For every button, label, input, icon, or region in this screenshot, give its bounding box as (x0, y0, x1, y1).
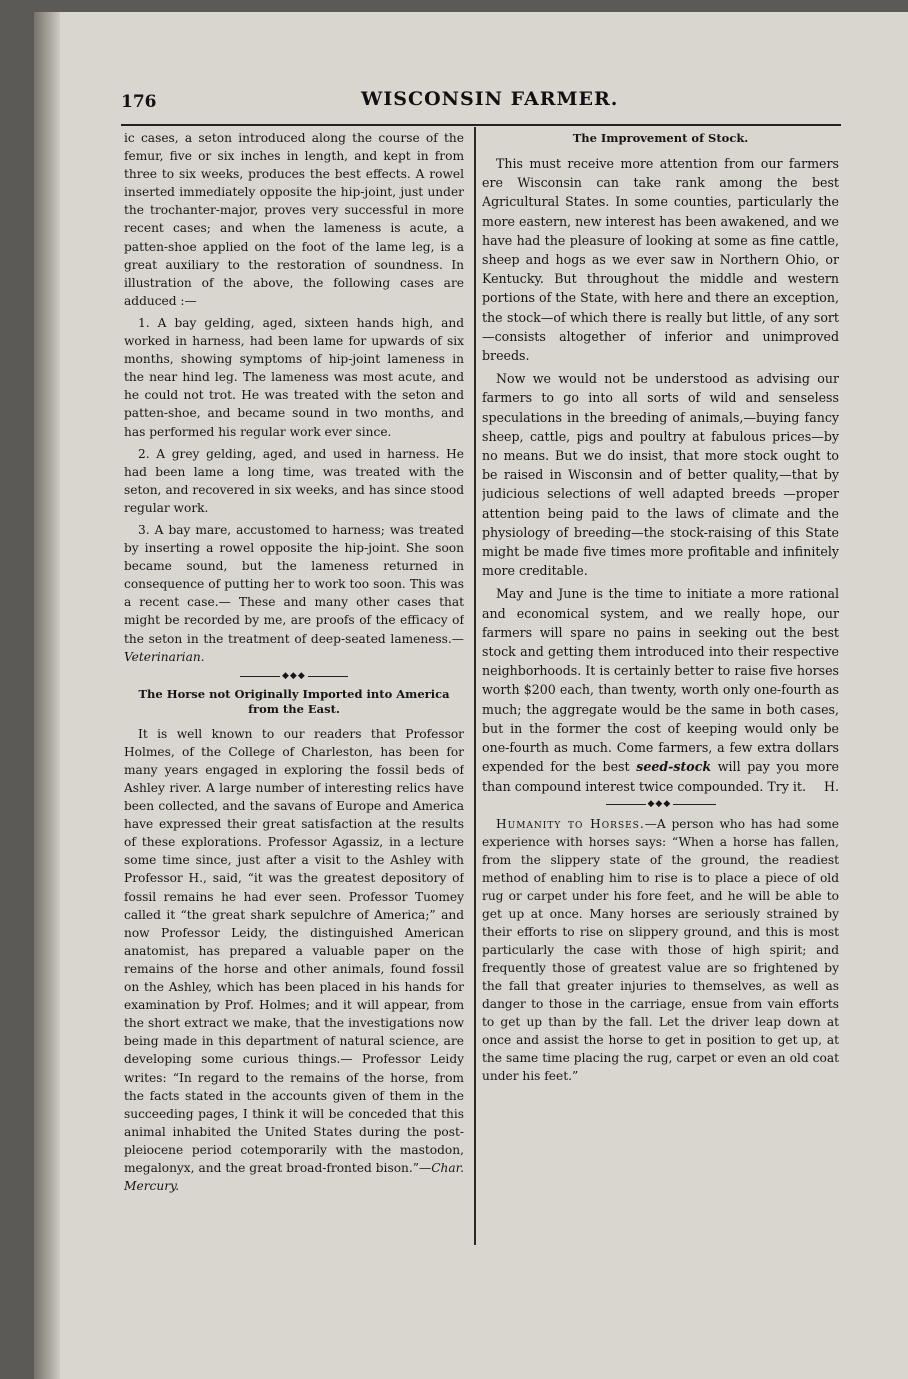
article-source: Char. Mercury. (124, 1160, 464, 1194)
header-rule (121, 124, 841, 126)
stock-paragraph-3-text: May and June is the time to initiate a more rational and economical system, and we really hope, our farmers will spare no pains in seeking out the best stock and getting them introduced into their respective neighborhoods. It is certainly better to raise five horses worth $200 each, than twenty, worth only one-fourth as much; the aggregate would be the same in both cases, but in the former the cost of keeping would only be one-fourth as much. Come farmers, a few extra dollars expended for the best (482, 586, 839, 775)
stock-paragraph-3-end: will pay you more than compound interest twice compounded. Try it. (482, 759, 839, 794)
page-number: 176 (121, 92, 157, 112)
section-separator (240, 672, 348, 681)
continued-text: ic cases, a seton introduced along the course of the femur, five or six inches in length, and kept in from three to six weeks, produces the best effects. A rowel inserted immediately opposite the hip-joint, just under the trochanter-major, proves very successful in more recent cases; and when the lameness is acute, a patten-shoe applied on the foot of the lame leg, is a great auxiliary to the restoration of soundness. In illustration of the above, the following cases are adduced :— (124, 131, 464, 308)
humanity-body: —A person who has had some experience with horses says: “When a horse has fallen, from the slippery state of the ground, the readiest method of enabling him to rise is to place a piece of old rug or carpet under his fore feet, and he will be able to get up at once. Many horses are seriously strained by their efforts to rise on slippery ground, and this is most particularly the case with those of high spirit; and frequently those of greatest value are so frightened by the fall that greater injuries to themselves, as well as danger to those in the carriage, ensue from vain efforts to get up than by the fall. Let the driver leap down at once and assist the horse to get in position to get up, at the same time placing the rug, carpet or even an old coat under his feet.” (482, 816, 839, 1083)
binding-gutter (34, 12, 60, 1379)
signature: H. (824, 778, 839, 794)
case-2: 2. A grey gelding, aged, and used in harness. He had been lame a long time, was treated with the seton, and recovered in six weeks, and has since stood regular work. (124, 446, 464, 515)
article-body (124, 725, 464, 1195)
case-3-text: 3. A bay mare, accustomed to harness; was treated by inserting a rowel opposite the hip-joint. She soon became sound, but the lameness returned in consequence of putting her to work too soon. This was a recent case.— These and many other cases that might be recorded by me, are proofs of the efficacy of the seton in the treatment of deep-seated lameness.— (124, 522, 464, 646)
stock-paragraph-3 (482, 584, 839, 795)
ornament-diamonds: ◆◆◆ (282, 670, 306, 681)
case-3-source: Veterinarian. (124, 649, 205, 664)
column-divider (474, 127, 476, 1245)
ornament-diamonds: ◆◆◆ (647, 798, 672, 809)
stock-paragraph-2: Now we would not be understood as advising our farmers to go into all sorts of wild and senseless speculations in the breeding of animals,—buying fancy sheep, cattle, pigs and poultry at fabulous prices—by no means. But we do insist, that more stock ought to be raised in Wisconsin and of better quality,—that by judicious selections of well adapted breeds —proper attention being paid to the laws of climate and the physiology of breeding—the stock-raising of this State might be made five times more profitable and infinitely more creditable. (482, 371, 839, 579)
seed-stock-emphasis: seed-stock (636, 759, 712, 775)
page-header (121, 88, 619, 118)
journal-title: WISCONSIN FARMER. (361, 88, 619, 110)
case-3 (124, 521, 464, 666)
article-body-text: It is well known to our readers that Professor Holmes, of the College of Charleston, has been for many years engaged in exploring the fossil beds of Ashley river. A large number of interesting relics have been collected, and the savans of Europe and America have expressed their great satisfaction at the results of these explorations. Professor Agassiz, in a lecture some time since, just after a visit to the Ashley with Professor H., said, “it was the greatest depository of fossil remains he had ever seen. Professor Tuomey called it “the great shark sepulchre of America;” and now Professor Leidy, the distinguished American anatomist, has prepared a valuable paper on the remains of the horse and other animals, found fossil on the Ashley, which has been placed in his hands for examination by Prof. Holmes; and it will appear, from the short extract we make, that the investigations now being made in this department of natural science, are developing some curious things.— Professor Leidy writes: “In regard to the remains of the horse, from the facts stated in the accounts given of them in the succeeding pages, I think it will be conceded that this animal inhabited the United States during the post-pleiocene period cotemporarily with the mastodon, megalonyx, and the great broad-fronted bison.”— (124, 726, 464, 1175)
left-column (124, 129, 464, 1239)
article-heading: The Horse not Originally Imported into America from the East. (138, 686, 450, 716)
humanity-paragraph (482, 815, 839, 1085)
right-column (482, 129, 839, 1239)
humanity-title: Humanity to Horses. (496, 816, 645, 831)
page (34, 12, 908, 1379)
stock-paragraph-1: This must receive more attention from our farmers ere Wisconsin can take rank among the best Agricultural States. In some counties, particularly the more eastern, new interest has been awakened, and we have had the pleasure of looking at some as fine cattle, sheep and hogs as we ever saw in Northern Ohio, or Kentucky. But throughout the middle and western portions of the State, with here and there an exception, the stock—of which there is really but little, of any sort—consists altogether of inferior and unimproved breeds. (482, 156, 839, 364)
section-separator (606, 800, 716, 809)
stock-heading: The Improvement of Stock. (572, 131, 749, 145)
case-1: 1. A bay gelding, aged, sixteen hands high, and worked in harness, had been lame for upwards of six months, showing symptoms of hip-joint lameness in the near hind leg. The lameness was most acute, and he could not trot. He was treated with the seton and patten-shoe, and became sound in two months, and has performed his regular work ever since. (124, 315, 464, 439)
